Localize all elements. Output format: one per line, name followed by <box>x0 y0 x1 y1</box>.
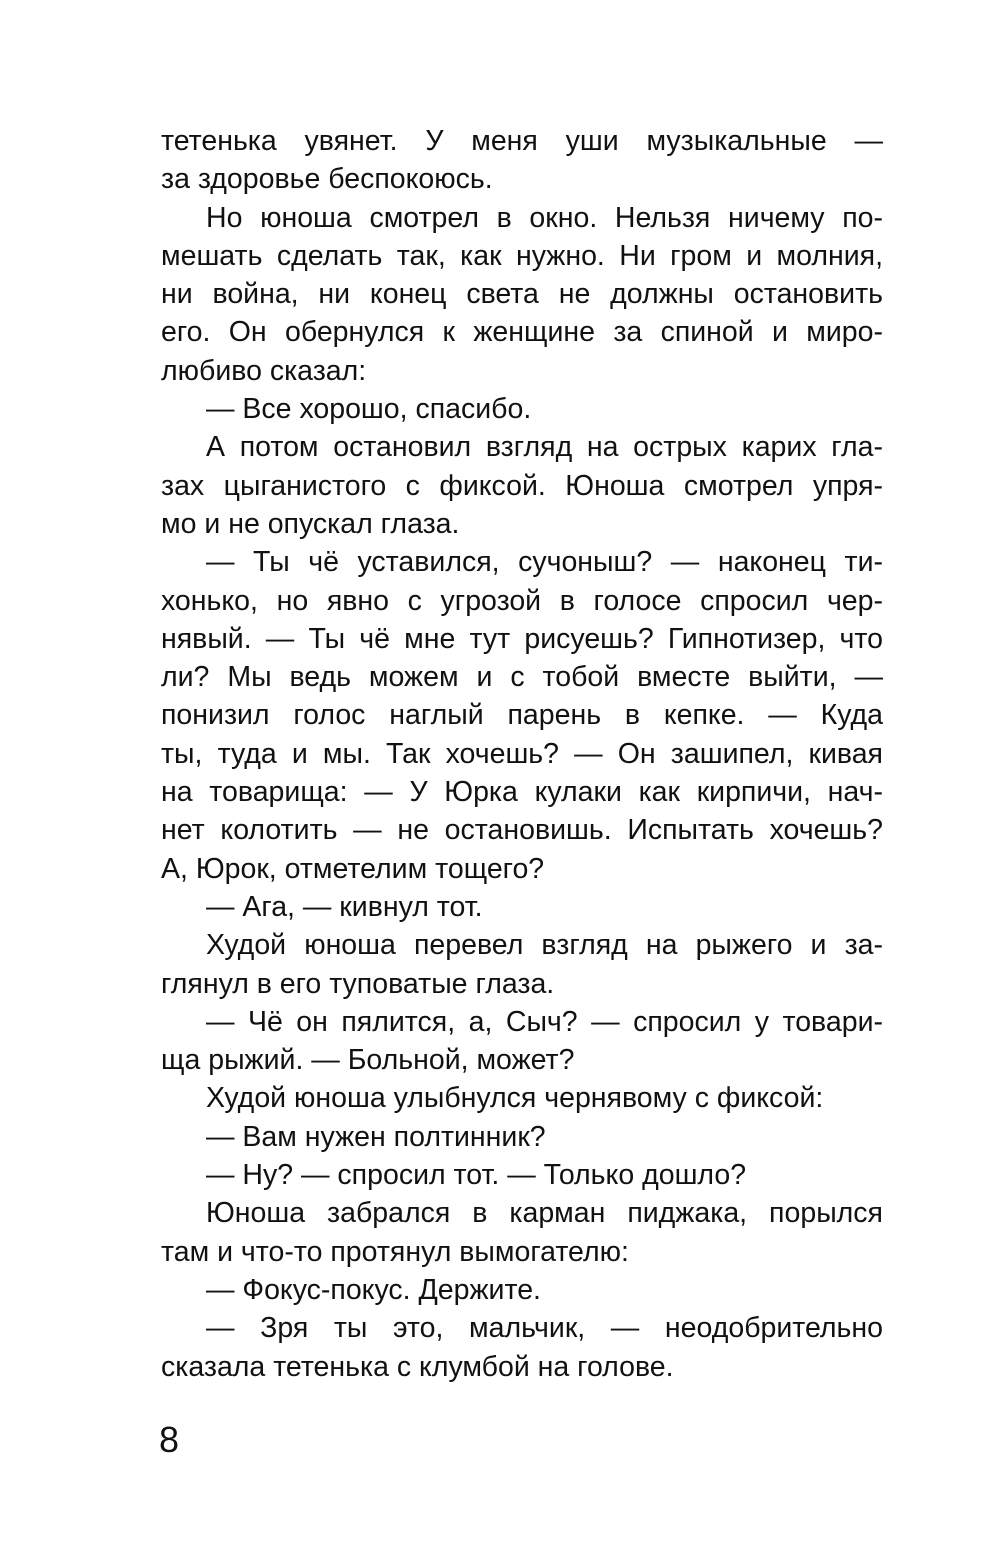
text-line: — Чё он пялится, а, Сыч? — спросил у товари- <box>206 1005 883 1038</box>
text-line: ща рыжий. — Больной, может? <box>161 1044 575 1077</box>
text-line: Худой юноша перевел взгляд на рыжего и за- <box>206 929 883 962</box>
text-line: на товарища: — У Юрка кулаки как кирпичи, нач- <box>161 776 883 809</box>
text-line: любиво сказал: <box>161 354 367 387</box>
text-line: глянул в его туповатые глаза. <box>161 967 555 1000</box>
text-line: ли? Мы ведь можем и с тобой вместе выйти, — <box>161 661 883 694</box>
text-line: А, Юрок, отметелим тощего? <box>161 852 545 885</box>
text-line: нявый. — Ты чё мне тут рисуешь? Гипнотизер, что <box>161 622 883 655</box>
text-line: мешать сделать так, как нужно. Ни гром и молния, <box>161 239 883 272</box>
text-line: ни война, ни конец света не должны остановить <box>161 278 883 311</box>
text-line: там и что-то протянул вымогателю: <box>161 1235 629 1268</box>
text-line: ты, туда и мы. Так хочешь? — Он зашипел, кивая <box>161 737 883 770</box>
text-line: зах цыганистого с фиксой. Юноша смотрел упря- <box>161 469 883 502</box>
text-line: Юноша забрался в карман пиджака, порылся <box>206 1197 883 1230</box>
page-body-text <box>161 122 883 1386</box>
text-line: тетенька увянет. У меня уши музыкальные — <box>161 125 883 157</box>
text-line: его. Он обернулся к женщине за спиной и миро- <box>161 316 883 349</box>
text-line: за здоровье беспокоюсь. <box>161 163 493 196</box>
text-line: сказала тетенька с клумбой на голове. <box>161 1350 674 1383</box>
text-line: — Ты чё уставился, сучоныш? — наконец ти- <box>206 546 883 579</box>
text-line: Но юноша смотрел в окно. Нельзя ничему по- <box>206 201 883 234</box>
text-line: — Ну? — спросил тот. — Только дошло? <box>206 1159 747 1192</box>
text-line: нет колотить — не остановишь. Испытать хочешь? <box>161 814 883 847</box>
text-line: хонько, но явно с угрозой в голосе спросил чер- <box>161 584 883 617</box>
text-line: — Все хорошо, спасибо. <box>206 393 532 426</box>
text-line: А потом остановил взгляд на острых карих гла- <box>206 431 883 464</box>
text-line: понизил голос наглый парень в кепке. — Куда <box>161 699 883 732</box>
text-line: — Вам нужен полтинник? <box>206 1120 546 1153</box>
page-number: 8 <box>159 1419 180 1460</box>
text-line: мо и не опускал глаза. <box>161 507 460 540</box>
text-line: Худой юноша улыбнулся чернявому с фиксой: <box>206 1082 824 1115</box>
text-line: — Фокус-покус. Держите. <box>206 1273 541 1306</box>
text-line: — Зря ты это, мальчик, — неодобрительно <box>206 1312 883 1345</box>
text-line: — Ага, — кивнул тот. <box>206 890 483 923</box>
